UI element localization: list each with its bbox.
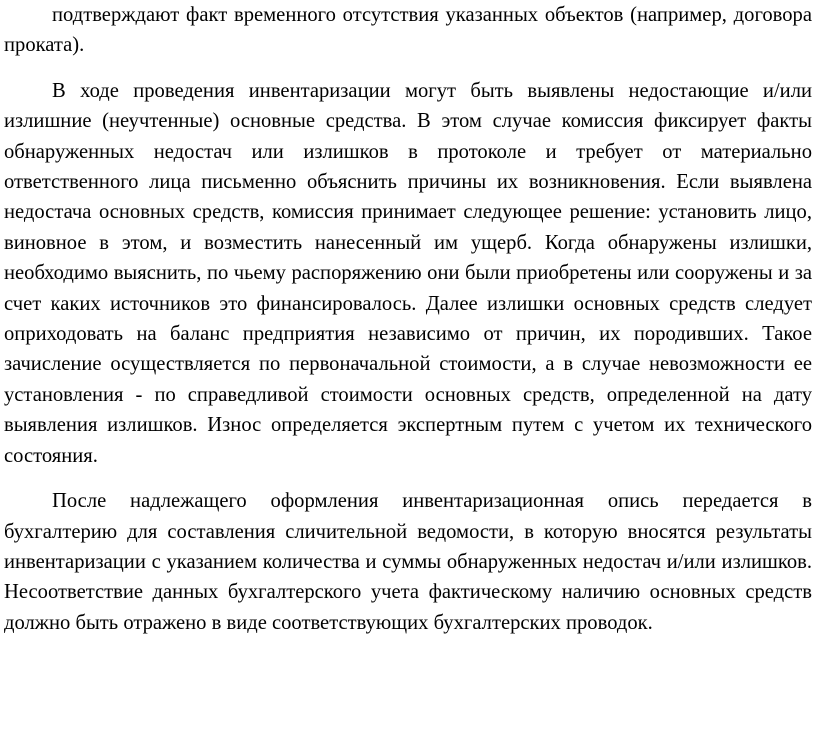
document-page bbox=[4, 0, 812, 638]
paragraph-3: После надлежащего оформления инвентаризационная опись передается в бухгалтерию для составления сличительной ведомости, в которую вносятся результаты инвентаризации с указанием количества и суммы обнаруженных недостач и/или излишков. Несоответствие данных бухгалтерского учета фактическому наличию основных средств должно быть отражено в виде соответствующих бухгалтерских проводок. bbox=[4, 490, 812, 634]
paragraph-1: подтверждают факт временного отсутствия указанных объектов (например, договора проката). bbox=[4, 4, 812, 57]
paragraph-2: В ходе проведения инвентаризации могут быть выявлены недостающие и/или излишние (неучтенные) основные средства. В этом случае комиссия фиксирует факты обнаруженных недостач или излишков в протоколе и требует от материально ответственного лица письменно объяснить причины их возникновения. Если выявлена недостача основных средств, комиссия принимает следующее решение: установить лицо, виновное в этом, и возместить нанесенный им ущерб. Когда обнаружены излишки, необходимо выяснить, по чьему распоряжению они были приобретены или сооружены и за счет каких источников это финансировалось. Далее излишки основных средств следует оприходовать на баланс предприятия независимо от причин, их породивших. Такое зачисление осуществляется по первоначальной стоимости, а в случае невозможности ее установления - по справедливой стоимости основных средств, определенной на дату выявления излишков. Износ определяется экспертным путем с учетом их технического состояния. bbox=[4, 79, 812, 467]
